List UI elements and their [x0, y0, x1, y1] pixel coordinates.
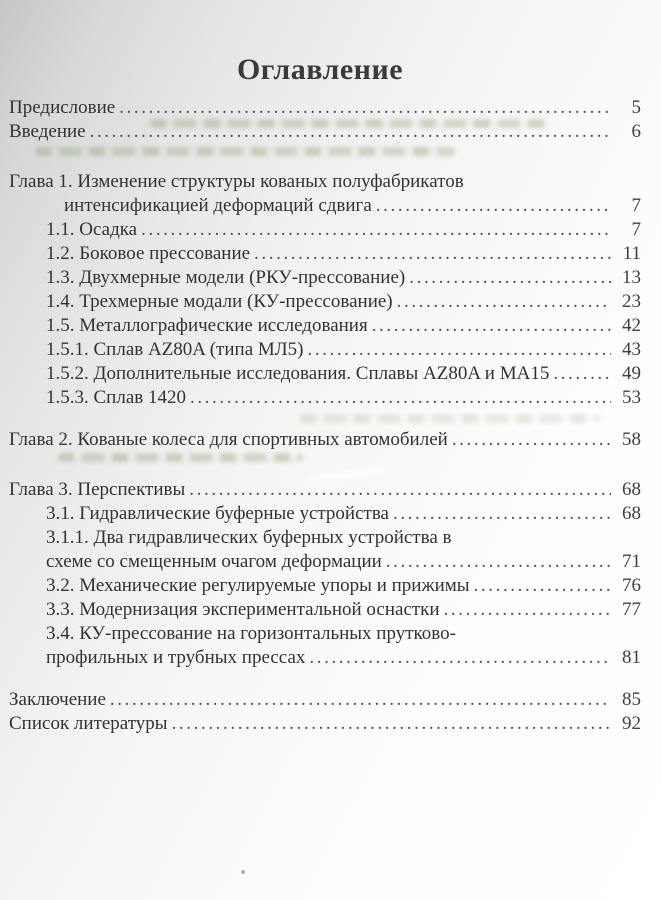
dot-leader [376, 194, 611, 218]
toc-entry-text: 3.4. КУ-прессование на горизонтальных прутково- [46, 623, 456, 644]
toc-entry-line [9, 688, 641, 712]
toc-entry-text: Введение [9, 121, 86, 142]
dot-leader [444, 598, 611, 622]
toc-entry-line [9, 170, 641, 194]
dot-leader [553, 362, 611, 386]
toc-entry-line [9, 550, 641, 574]
page-number: 58 [622, 429, 641, 450]
page-number: 49 [622, 363, 641, 384]
dot-leader [189, 478, 611, 502]
dot-leader [172, 712, 611, 736]
toc-entry-line [9, 526, 641, 550]
toc-entry-text: 1.2. Боковое прессование [46, 243, 251, 264]
dot-leader [309, 646, 611, 670]
dot-leader [141, 218, 611, 242]
page-number: 7 [631, 195, 641, 216]
toc-entry-text: Глава 1. Изменение структуры кованых полуфабрикатов [9, 171, 464, 192]
dot-leader [119, 96, 611, 120]
toc-entry-text: Список литературы [9, 713, 168, 734]
toc-entry-line [9, 386, 641, 410]
toc-entry-line [9, 574, 641, 598]
dot-leader [190, 386, 611, 410]
toc-entry-text: 1.5. Металлографические исследования [46, 315, 368, 336]
dot-leader [110, 688, 611, 712]
toc-entry-line [9, 622, 641, 646]
toc-entry-line [9, 314, 641, 338]
toc-entry-line [9, 502, 641, 526]
toc-entry-text: 3.1.1. Два гидравлических буферных устройства в [46, 527, 452, 548]
dot-leader [386, 550, 611, 574]
toc-entry-line [9, 338, 641, 362]
page-number: 76 [622, 575, 641, 596]
dot-leader [397, 290, 611, 314]
dot-leader [307, 338, 611, 362]
page-title: Оглавление [236, 53, 404, 87]
toc-entry-line [9, 120, 641, 144]
page-number: 68 [622, 479, 641, 500]
toc-entry-text: профильных и трубных прессах [46, 647, 306, 668]
toc-entry-text: 1.5.3. Сплав 1420 [46, 387, 186, 408]
toc-entry-line [9, 242, 641, 266]
toc-entry-line [9, 194, 641, 218]
page-number: 7 [631, 219, 641, 240]
toc-entry-line [9, 362, 641, 386]
dot-leader [409, 266, 611, 290]
page-number: 92 [622, 713, 641, 734]
toc-entry-text: 3.3. Модернизация экспериментальной оснастки [46, 599, 440, 620]
toc-entry-text: Заключение [9, 689, 106, 710]
dot-leader [474, 574, 611, 598]
page-number: 6 [631, 121, 641, 142]
toc-entry-text: схеме со смещенным очагом деформации [46, 551, 382, 572]
toc-entry-text: Предисловие [9, 97, 116, 118]
toc-entry-text: интенсификацией деформаций сдвига [64, 195, 372, 216]
page-number: 13 [622, 267, 641, 288]
page-number: 77 [622, 599, 641, 620]
toc-entry-text: 1.5.1. Сплав AZ80A (типа МЛ5) [46, 339, 304, 360]
dot-leader [393, 502, 611, 526]
page-number: 68 [622, 503, 641, 524]
toc-entry-line [9, 218, 641, 242]
toc-entry-text: Глава 3. Перспективы [9, 479, 186, 500]
toc-entry-text: 3.2. Механические регулируемые упоры и прижимы [46, 575, 470, 596]
page-number: 23 [622, 291, 641, 312]
toc-entry-text: 3.1. Гидравлические буферные устройства [46, 503, 389, 524]
toc-entry-line [9, 96, 641, 120]
toc-entry-text: Глава 2. Кованые колеса для спортивных автомобилей [9, 429, 448, 450]
page-number: 85 [622, 689, 641, 710]
toc-entry-line [9, 266, 641, 290]
table-of-contents [9, 96, 641, 736]
toc-entry-text: 1.3. Двухмерные модели (РКУ-прессование) [46, 267, 406, 288]
dot-leader [90, 120, 611, 144]
toc-entry-line [9, 598, 641, 622]
toc-entry-line [9, 646, 641, 670]
page-number: 53 [622, 387, 641, 408]
page-number: 42 [622, 315, 641, 336]
dot-leader [254, 242, 611, 266]
dot-leader [372, 314, 611, 338]
toc-entry-text: 1.1. Осадка [46, 219, 138, 240]
dot-leader [452, 428, 611, 452]
page-number: 11 [622, 243, 641, 264]
toc-entry-line [9, 428, 641, 452]
page-number: 71 [622, 551, 641, 572]
scan-speck [241, 870, 245, 874]
toc-entry-line [9, 290, 641, 314]
page-number: 43 [622, 339, 641, 360]
page-number: 81 [622, 647, 641, 668]
toc-entry-text: 1.5.2. Дополнительные исследования. Сплавы AZ80A и МА15 [46, 363, 550, 384]
toc-entry-line [9, 478, 641, 502]
toc-entry-line [9, 712, 641, 736]
page-number: 5 [631, 97, 641, 118]
toc-entry-text: 1.4. Трехмерные модали (КУ-прессование) [46, 291, 393, 312]
